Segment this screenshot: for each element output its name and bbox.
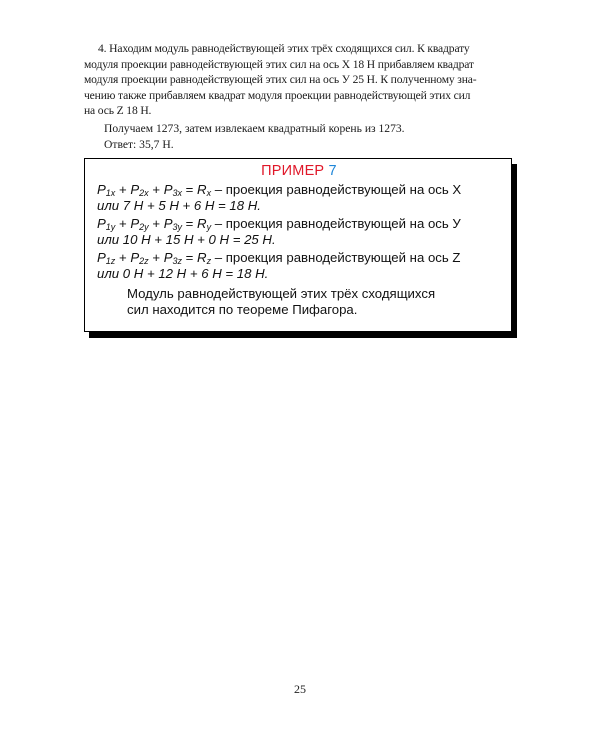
result-line: Получаем 1273, затем извлекаем квадратный корень из 1273.	[104, 121, 405, 135]
formula-z: $P_{1z} + P_{2z} + P_{3z} = R_z$ – проекция равнодействующей на ось Z или 0 Н + 12 Н + 6 Н = 18 Н.	[97, 250, 461, 281]
formula-z-text: – проекция равнодействующей на ось Z	[211, 250, 461, 265]
formula-z-sum: или 0 Н + 12 Н + 6 Н = 18 Н.	[97, 266, 269, 281]
formula-x-sum: или 7 Н + 5 Н + 6 Н = 18 Н.	[97, 198, 261, 213]
formula-y: $P_{1y} + P_{2y} + P_{3y} = R_y$ – проекция равнодействующей на ось У или 10 Н + 15 Н + 0 Н = 25 Н.	[97, 216, 461, 247]
page-number: 25	[294, 682, 306, 696]
step-4-paragraph	[84, 41, 518, 119]
example-title	[97, 163, 501, 180]
example-title-word: ПРИМЕР	[261, 163, 325, 179]
step-line: на ось Z 18 Н.	[84, 104, 152, 118]
step-line: модуля проекции равнодействующей этих сил на ось X 18 Н прибавляем квадрат	[84, 57, 474, 71]
formula-x-text: – проекция равнодействующей на ось X	[211, 182, 462, 197]
step-line: 4. Находим модуль равнодействующей этих трёх сходящихся сил. К квадрату	[98, 42, 470, 55]
body-text	[84, 41, 518, 152]
conclusion-line: сил находится по теореме Пифагора.	[127, 302, 358, 317]
formula-y-text: – проекция равнодействующей на ось У	[211, 216, 461, 231]
answer-line: Ответ: 35,7 Н.	[104, 137, 174, 151]
step-line: чению также прибавляем квадрат модуля проекции равнодействующей этих сил	[84, 88, 471, 102]
example-box	[84, 158, 512, 332]
example-conclusion	[97, 286, 501, 318]
step-line: модуля проекции равнодействующей этих сил на ось У 25 Н. К полученному зна-	[84, 73, 477, 87]
conclusion-line: Модуль равнодействующей этих трёх сходящихся	[127, 286, 436, 301]
example-title-number: 7	[328, 163, 337, 179]
formula-x: $P_{1x} + P_{2x} + P_{3x} = R_x$ – проекция равнодействующей на ось X или 7 Н + 5 Н + 6 Н = 18 Н.	[97, 182, 462, 213]
formula-y-sum: или 10 Н + 15 Н + 0 Н = 25 Н.	[97, 232, 276, 247]
